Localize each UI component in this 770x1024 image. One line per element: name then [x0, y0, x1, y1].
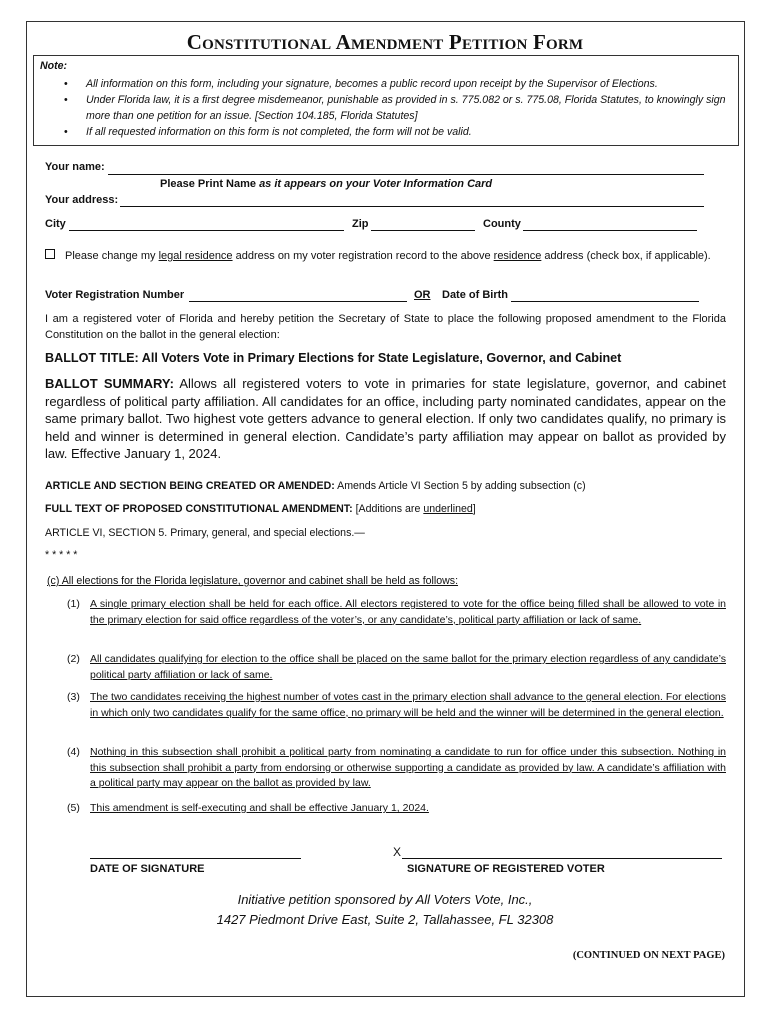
ballot-summary: [45, 375, 726, 463]
amendment-item-3: (3) The two candidates receiving the highest number of votes cast in the primary election shall advance to the general election. For elections in which only two candidates qualify for the same office, no primary will be held and the winner will be determined in the general election.: [67, 691, 726, 719]
signature-field[interactable]: [402, 858, 722, 859]
sponsor-line-1: Initiative petition sponsored by All Voters Vote, Inc.,: [237, 892, 533, 907]
city-label: City: [45, 218, 66, 230]
residence-change: Please change my legal residence address on my voter registration record to the above residence address (check box, if applicable).: [45, 248, 726, 264]
name-field[interactable]: [108, 174, 704, 175]
subsection-c: (c) All elections for the Florida legislature, governor and cabinet shall be held as follows:: [47, 575, 459, 587]
article-line: ARTICLE AND SECTION BEING CREATED OR AMENDED: Amends Article VI Section 5 by adding subsection (c): [45, 480, 586, 492]
voter-reg-field[interactable]: [189, 301, 407, 302]
ballot-title: BALLOT TITLE: All Voters Vote in Primary Elections for State Legislature, Governor, and Cabinet: [45, 351, 622, 365]
form-title: Constitutional Amendment Petition Form: [186, 30, 584, 54]
date-of-signature-label: DATE OF SIGNATURE: [90, 863, 205, 875]
zip-field[interactable]: [371, 230, 475, 231]
amendment-item-1: (1) A single primary election shall be held for each office. All electors registered to vote for the office being filled shall be allowed to vote in the primary election for said office regardless of the voter’s, or any candidate’s, political party affiliation or lack of same.: [67, 598, 726, 626]
residence-checkbox[interactable]: [45, 249, 55, 259]
ballot-summary-label: BALLOT SUMMARY:: [45, 376, 174, 391]
sponsor-line-2: 1427 Piedmont Drive East, Suite 2, Tallahassee, FL 32308: [216, 912, 554, 927]
county-label: County: [483, 218, 521, 230]
or-label: OR: [414, 289, 431, 301]
omission-stars: * * * * *: [45, 549, 78, 561]
full-text-line: FULL TEXT OF PROPOSED CONSTITUTIONAL AMENDMENT: [Additions are underlined]: [45, 503, 476, 515]
continued-note: (CONTINUED ON NEXT PAGE): [572, 950, 725, 961]
note-box: [33, 55, 739, 146]
amendment-item-4: (4) Nothing in this subsection shall prohibit a political party from nominating a candidate to run for office under this subsection. Nothing in this subsection shall prohibit a party from endorsing or otherwise supporting a candidate as provided by law. A candidate’s affiliation with a political party may appear on the ballot as provided by law.: [67, 746, 726, 790]
print-hint-italic: as it appears on your Voter Information Card: [259, 178, 493, 190]
note-list: [34, 76, 726, 140]
petition-intro: I am a registered voter of Florida and hereby petition the Secretary of State to place the following proposed amendment to the Florida Constitution on the ballot in the general election:: [45, 313, 726, 341]
note-item: • All information on this form, including your signature, becomes a public record upon receipt by the Supervisor of Elections.: [86, 76, 726, 92]
note-item: • If all requested information on this form is not completed, the form will not be valid.: [86, 124, 726, 140]
name-label: Your name:: [45, 161, 105, 173]
note-label: Note:: [40, 60, 68, 72]
date-of-signature-field[interactable]: [90, 858, 301, 859]
print-hint: [160, 178, 492, 190]
zip-label: Zip: [352, 218, 369, 230]
print-hint-bold: Please Print Name: [160, 178, 256, 190]
county-field[interactable]: [523, 230, 697, 231]
voter-reg-label: Voter Registration Number: [45, 289, 185, 301]
city-field[interactable]: [69, 230, 344, 231]
address-field[interactable]: [120, 206, 704, 207]
address-label: Your address:: [45, 194, 119, 206]
dob-label: Date of Birth: [442, 289, 508, 301]
note-item: • Under Florida law, it is a first degree misdemeanor, punishable as provided in s. 775.082 or s. 775.08, Florida Statutes, to knowingly sign more than one petition for an issue. [Section 104.185, Florida Statutes]: [86, 92, 726, 124]
amendment-item-5: (5) This amendment is self-executing and shall be effective January 1, 2024.: [67, 802, 429, 814]
dob-field[interactable]: [511, 301, 699, 302]
signature-x-mark: X: [393, 845, 402, 859]
article-heading: ARTICLE VI, SECTION 5. Primary, general, and special elections.—: [45, 527, 365, 539]
ballot-summary-text: Allows all registered voters to vote in primaries for state legislature, governor, and cabinet regardless of political party affiliation. All candidates for an office, including party nominated candidates, appear on the same primary ballot. Two highest vote getters advance to general election. If only two candidates qualify, no primary is held and winner is determined in general election. Candidate’s party affiliation may appear on ballot as provided by law. Effective January 1, 2024.: [45, 376, 726, 461]
amendment-item-2: (2) All candidates qualifying for election to the office shall be placed on the same ballot for the primary election regardless of any candidate’s political party affiliation or lack of same.: [67, 653, 726, 681]
signature-label: SIGNATURE OF REGISTERED VOTER: [407, 863, 605, 875]
